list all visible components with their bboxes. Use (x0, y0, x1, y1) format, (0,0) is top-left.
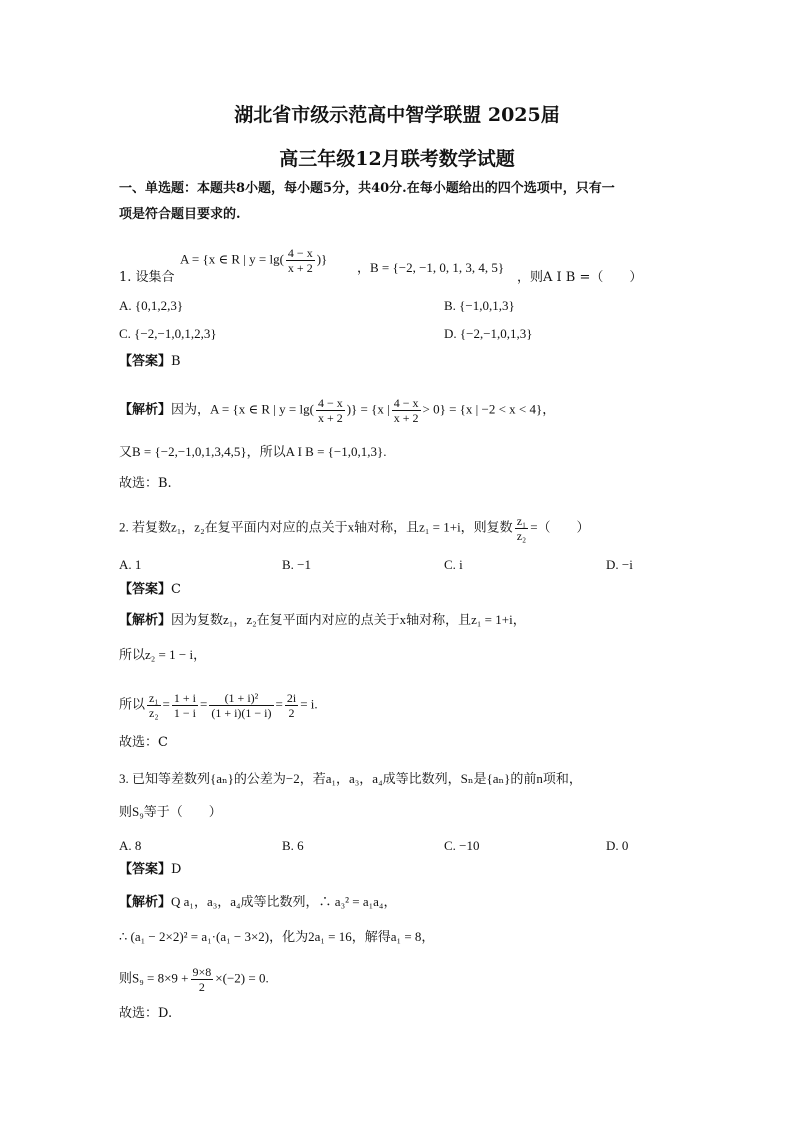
q1-question-ask: ，则A I B =（ ） (517, 270, 643, 285)
q3-choose: 故选：D. (119, 1006, 173, 1021)
q1-exp1-part-b: )} = {x | (346, 401, 390, 417)
q1-exp1-fraction-2 (392, 396, 421, 425)
q2-exp3-frac-4 (285, 691, 298, 720)
q2-f3-den: (1 + i)(1 − i) (211, 706, 272, 720)
q3-exp3-frac (191, 965, 214, 994)
q2-stem-ask: =（ ） (530, 519, 590, 535)
q2-explanation-line2: 所以z₂ = 1 − i， (119, 647, 207, 662)
q2-f4-den: 2 (288, 706, 295, 720)
q2-f4-num: 2i (286, 691, 297, 705)
q3-explanation-line3 (119, 965, 269, 994)
q1-set-a-suffix: )} (316, 251, 328, 267)
q3-explanation-tag: 【解析】 (119, 894, 172, 909)
q2-exp3-frac-1 (147, 691, 161, 720)
q2-exp3-frac-2 (172, 691, 198, 720)
q2-explanation-tag: 【解析】 (119, 612, 172, 627)
q2-explanation-line1 (119, 611, 526, 629)
q3-frac-num: 9×8 (192, 965, 212, 979)
q1-set-a-definition (180, 246, 327, 275)
q1-answer-value: B (171, 354, 181, 369)
q2-stem (119, 514, 590, 543)
q1-exp1-part-c: > 0} = {x | −2 < x < 4}， (422, 401, 556, 417)
q2-exp1-text: 因为复数z₁，z₂在复平面内对应的点关于x轴对称，且z₁ = 1+i， (171, 612, 526, 627)
q3-exp1-text: Q a₁，a₃，a₄成等比数列，∴ a₃² = a₁a₄， (171, 894, 397, 909)
q2-explanation-line3: 所以 $\frac{\text{z₁}}{\text{z₂}}$ = $\frac{1 + i}{1 - i}$ = $\frac{\text{(1 + i)²}}{(1 + i)(1 - i)}$ = $\frac{2i}{2}$ = i. (119, 691, 318, 720)
q2-answer-tag: 【答案】 (119, 582, 172, 597)
q2-answer (119, 581, 181, 599)
q3-option-d: D. 0 (606, 838, 629, 853)
q2-f3-num: (1 + i)² (209, 691, 273, 706)
exam-title-line1: 湖北省市级示范高中智学联盟 2025届 (234, 104, 560, 126)
q2-f2-num: 1 + i (173, 691, 196, 705)
q3-answer-tag: 【答案】 (119, 862, 172, 877)
q3-answer (119, 861, 181, 879)
q2-option-a: A. 1 (119, 557, 142, 572)
q1-frac-num: 4 − x (287, 246, 313, 260)
q1-explanation-tag: 【解析】 (119, 401, 172, 417)
q2-stem-fraction (515, 514, 529, 543)
q1-option-c: C. {−2,−1,0,1,2,3} (119, 326, 217, 341)
q2-f1-num: z₁ (149, 691, 159, 705)
q3-exp3-post: ×(−2) = 0. (215, 970, 269, 986)
q3-option-a: A. 8 (119, 838, 142, 853)
q1-answer-tag: 【答案】 (119, 354, 172, 369)
q1-stem-number: 1. 设集合 (119, 270, 175, 285)
q1-answer (119, 353, 181, 371)
q3-frac-den: 2 (198, 980, 205, 994)
q1-exp1-f2-num: 4 − x (393, 396, 419, 410)
q1-explanation-line2: 又B = {−2,−1,0,1,3,4,5}，所以A I B = {−1,0,1,3}. (119, 444, 387, 459)
q2-option-d: D. −i (606, 557, 633, 572)
q2-exp3-frac-3 (209, 691, 273, 720)
q1-option-a: A. {0,1,2,3} (119, 298, 184, 313)
q3-stem-line1: 3. 已知等差数列{aₙ}的公差为−2，若a₁，a₃，a₄成等比数列，Sₙ是{aₙ}的前n项和， (119, 771, 582, 786)
q2-f2-den: 1 − i (173, 706, 196, 720)
q2-f1-den: z₂ (149, 706, 159, 720)
q2-exp3-post: = i. (300, 696, 318, 712)
q3-explanation-line1 (119, 893, 396, 911)
q1-exp1-f1-num: 4 − x (317, 396, 343, 410)
q3-exp3-pre: 则S₉ = 8×9 + (119, 970, 189, 986)
q1-frac-den: x + 2 (287, 261, 313, 275)
q1-exp1-f2-den: x + 2 (393, 411, 419, 425)
q2-stem-text: 2. 若复数z₁，z₂在复平面内对应的点关于x轴对称，且z₁ = 1+i，则复数 (119, 519, 513, 535)
q2-frac-num: z₁ (516, 514, 527, 528)
section-heading-line1: 一、单选题：本题共8小题，每小题5分，共40分.在每小题给出的四个选项中，只有一 (119, 181, 615, 196)
q1-option-b: B. {−1,0,1,3} (444, 298, 515, 313)
exam-title-line2: 高三年级12月联考数学试题 (279, 148, 515, 170)
q3-option-b: B. 6 (282, 838, 304, 853)
q2-option-c: C. i (444, 557, 463, 572)
q1-choose: 故选：B. (119, 476, 172, 491)
q1-exp1-part-a: 因为，A = {x ∈ R | y = lg( (171, 401, 314, 417)
q3-option-c: C. −10 (444, 838, 480, 853)
q1-option-d: D. {−2,−1,0,1,3} (444, 326, 533, 341)
q3-stem-line2: 则S₉等于（ ） (119, 804, 222, 819)
q2-choose: 故选：C (119, 735, 168, 750)
q3-explanation-line2: ∴ (a₁ − 2×2)² = a₁·(a₁ − 3×2)，化为2a₁ = 16，解得a₁ = 8， (119, 929, 435, 944)
q1-explanation-line1 (119, 396, 555, 425)
q1-set-b: ，B = {−2, −1, 0, 1, 3, 4, 5} (357, 260, 505, 275)
section-heading-line2: 项是符合题目要求的. (119, 207, 241, 222)
q1-exp1-f1-den: x + 2 (317, 411, 343, 425)
q2-option-b: B. −1 (282, 557, 312, 572)
q2-frac-den: z₂ (516, 529, 527, 543)
q2-exp3-pre: 所以 (119, 696, 146, 712)
q3-answer-value: D (171, 862, 182, 877)
q1-set-a-prefix: A = {x ∈ R | y = lg( (180, 251, 284, 267)
q2-answer-value: C (171, 582, 181, 597)
q1-set-a-fraction (286, 246, 315, 275)
q1-exp1-fraction-1 (316, 396, 345, 425)
